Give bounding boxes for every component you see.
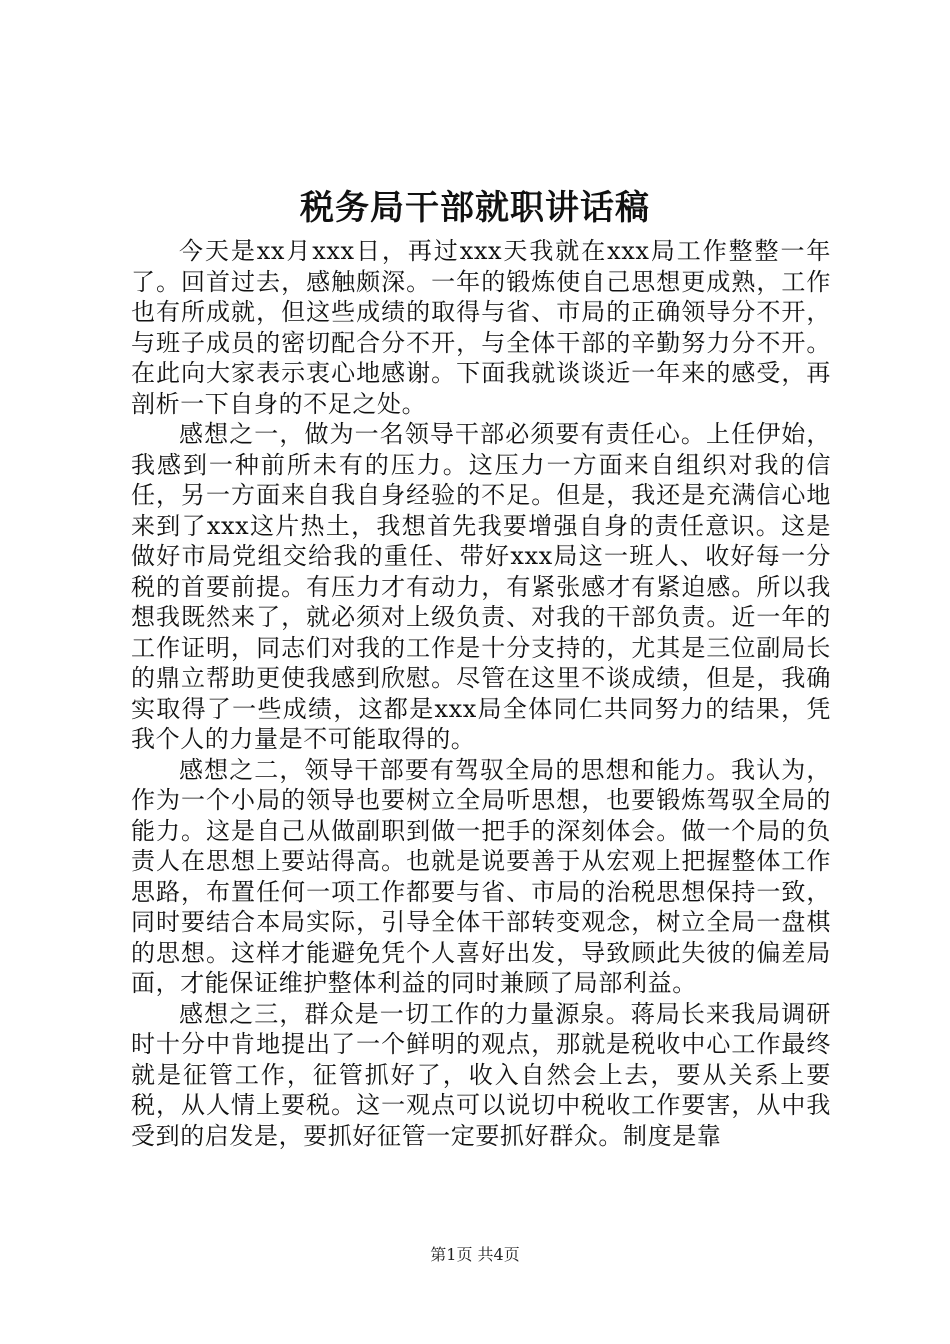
paragraph-intro: 今天是xx月xxx日，再过xxx天我就在xxx局工作整整一年了。回首过去，感触颇深。一年的锻炼使自己思想更成熟，工作也有所成就，但这些成绩的取得与省、市局的正确领导分不开，与班子成员的密切配合分不开，与全体干部的辛勤努力分不开。在此向大家表示衷心地感谢。下面我就谈谈近一年来的感受，再剖析一下自身的不足之处。 [131, 237, 831, 418]
paragraph-reflection-two: 感想之二，领导干部要有驾驭全局的思想和能力。我认为，作为一个小局的领导也要树立全局听思想，也要锻炼驾驭全局的能力。这是自己从做副职到做一把手的深刻体会。做一个局的负责人在思想上要站得高。也就是说要善于从宏观上把握整体工作思路，布置任何一项工作都要与省、市局的治税思想保持一致，同时要结合本局实际，引导全体干部转变观念，树立全局一盘棋的思想。这样才能避免凭个人喜好出发，导致顾此失彼的偏差局面，才能保证维护整体利益的同时兼顾了局部利益。 [131, 755, 831, 997]
paragraph-reflection-three: 感想之三，群众是一切工作的力量源泉。蒋局长来我局调研时十分中肯地提出了一个鲜明的观点，那就是税收中心工作最终就是征管工作，征管抓好了，收入自然会上去，要从关系上要税，从人情上要税。这一观点可以说切中税收工作要害，从中我受到的启发是，要抓好征管一定要抓好群众。制度是靠 [131, 999, 831, 1150]
page-number-footer: 第1页 共4页 [430, 1245, 520, 1264]
document-body [131, 236, 831, 1151]
paragraph-reflection-one: 感想之一，做为一名领导干部必须要有责任心。上任伊始，我感到一种前所未有的压力。这压力一方面来自组织对我的信任，另一方面来自我自身经验的不足。但是，我还是充满信心地来到了xxx这片热土，我想首先我要增强自身的责任意识。这是做好市局党组交给我的重任、带好xxx局这一班人、收好每一分税的首要前提。有压力才有动力，有紧张感才有紧迫感。所以我想我既然来了，就必须对上级负责、对我的干部负责。近一年的工作证明，同志们对我的工作是十分支持的，尤其是三位副局长的鼎立帮助更使我感到欣慰。尽管在这里不谈成绩，但是，我确实取得了一些成绩，这都是xxx局全体同仁共同努力的结果，凭我个人的力量是不可能取得的。 [131, 420, 831, 753]
document-title: 税务局干部就职讲话稿 [300, 188, 650, 228]
